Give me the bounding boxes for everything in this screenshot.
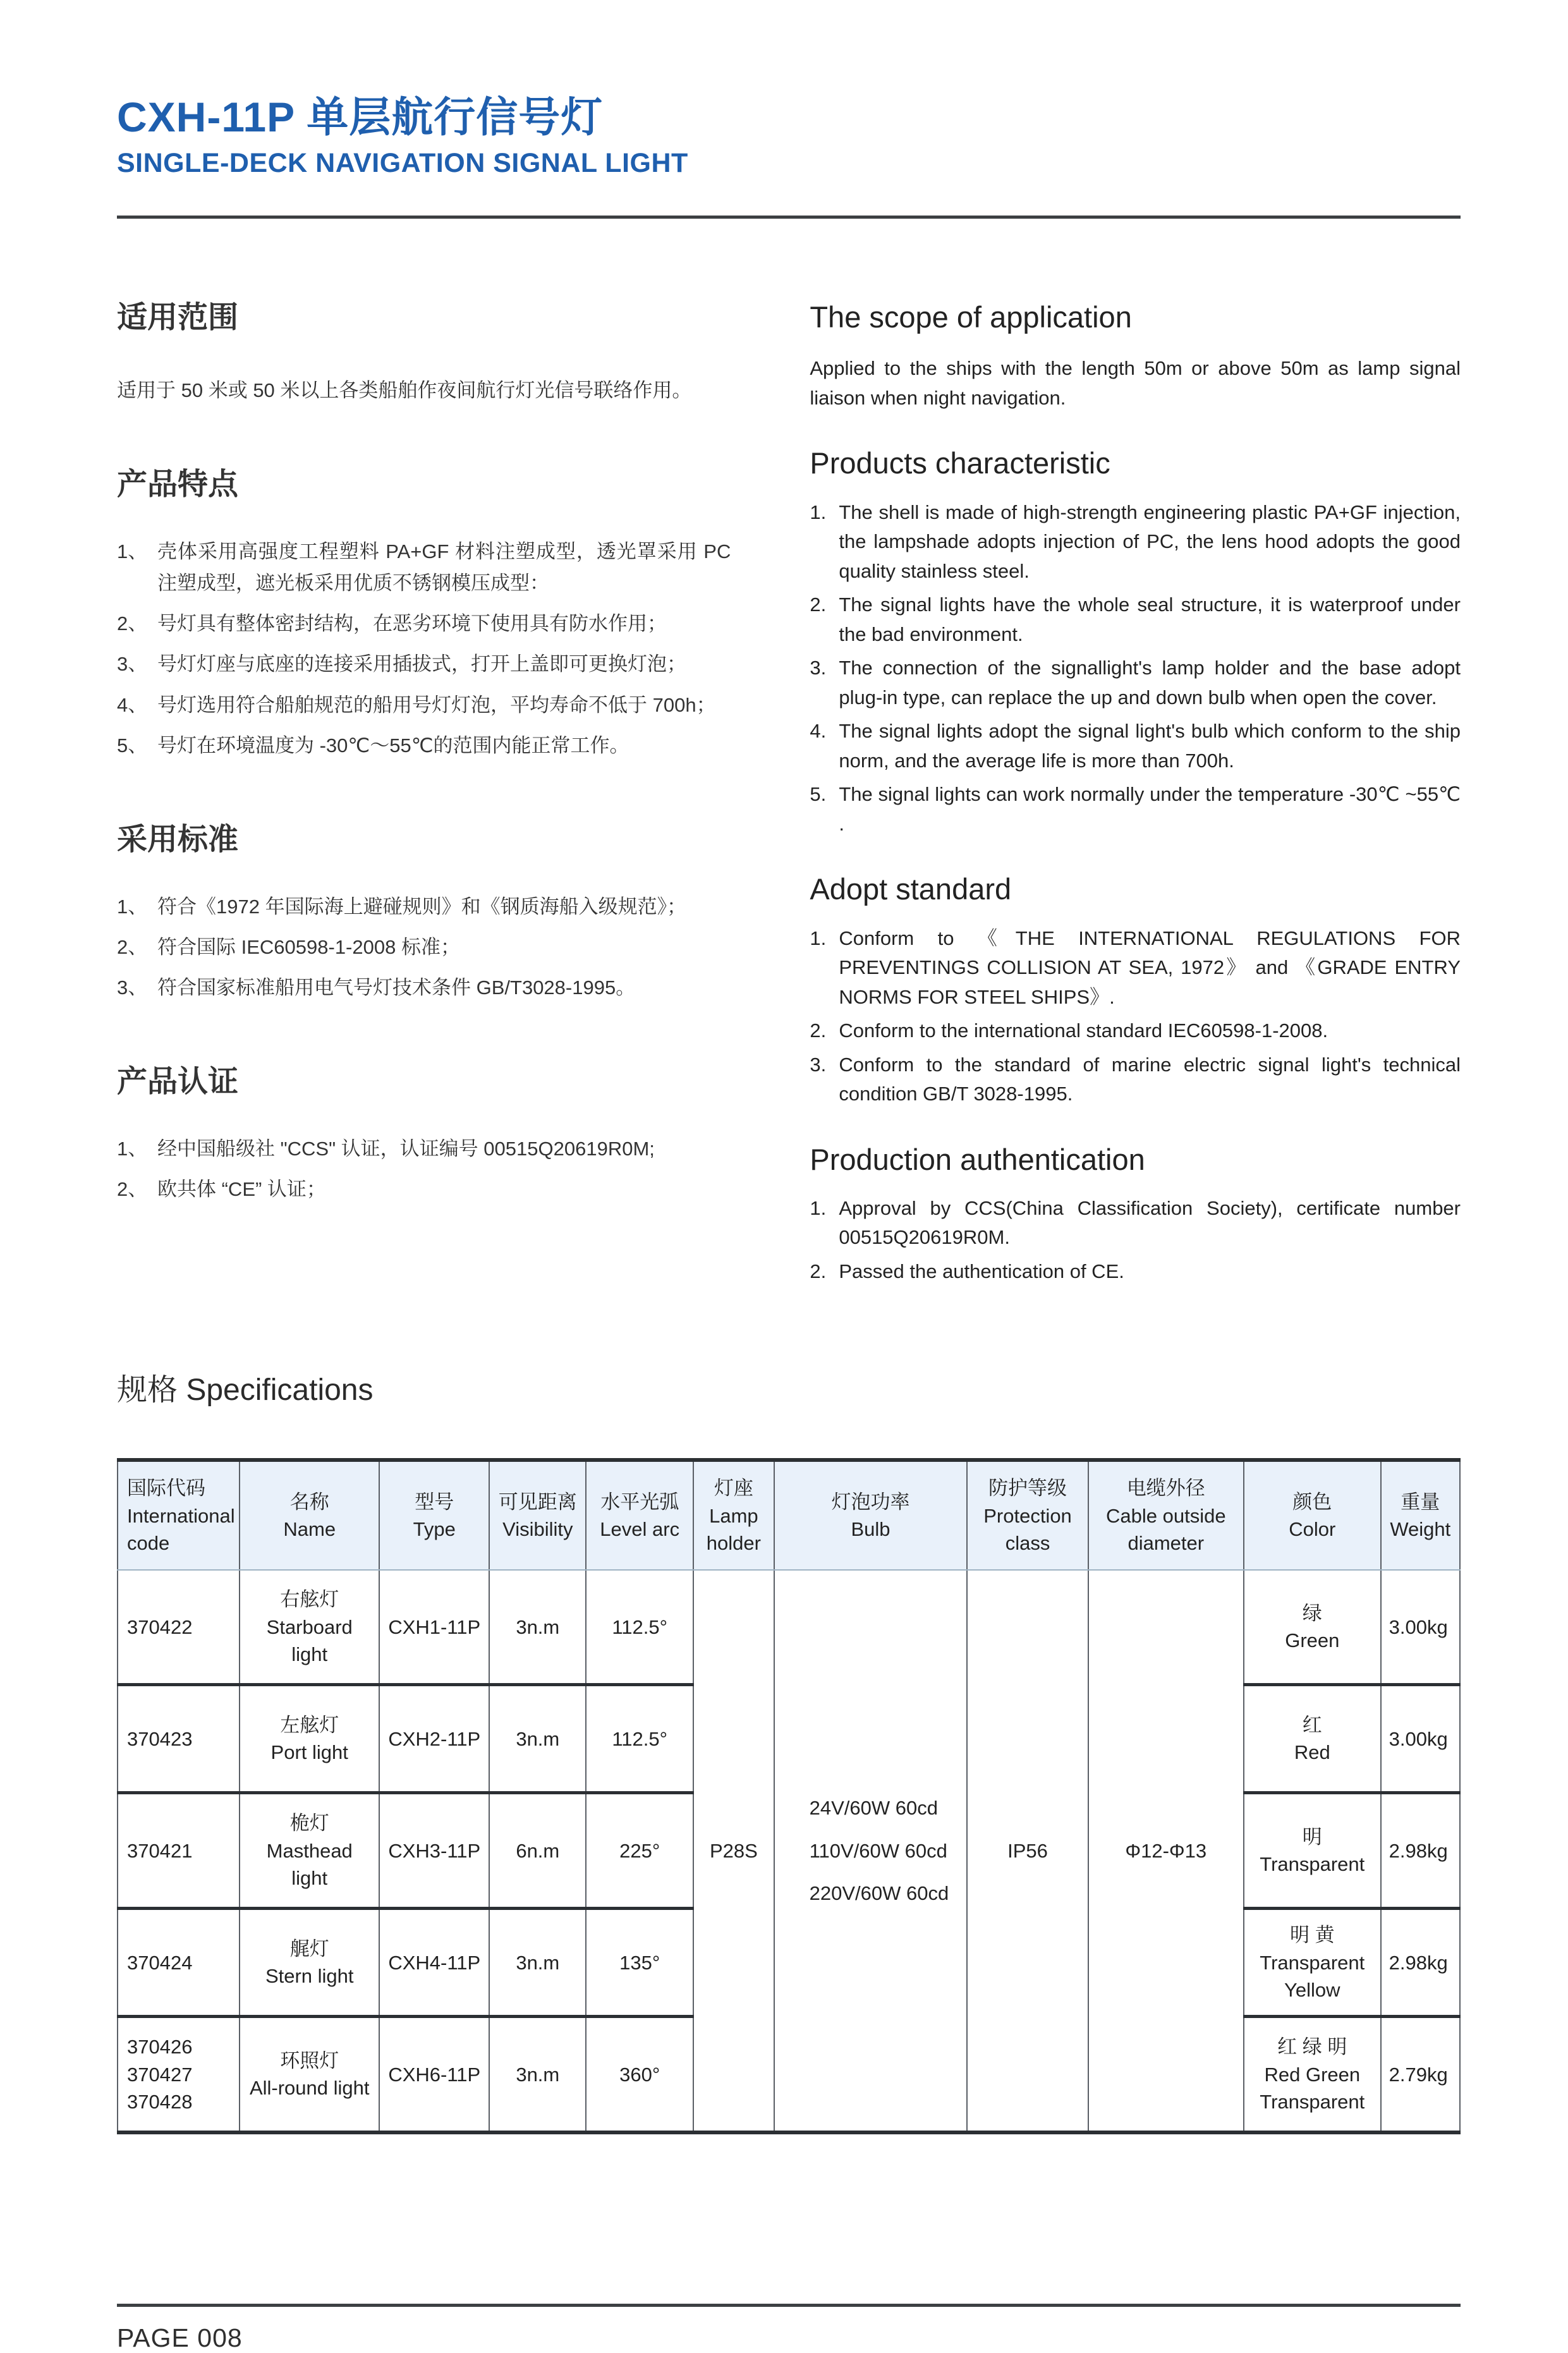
color-zh: 明 黄 <box>1289 1924 1335 1947</box>
item-text: Approval by CCS(China Classification Society), certificate number 00515Q20619R0M. <box>839 1196 1461 1249</box>
cell-visibility: 3n.m <box>489 1570 586 1685</box>
item-text: Conform to 《THE INTERNATIONAL REGULATIONS FOR PREVENTINGS COLLISION AT SEA, 1972》 and 《GRADE ENTRY NORMS FOR STEEL SHIPS》. <box>839 927 1461 1008</box>
cell-type: CXH4-11P <box>379 1909 489 2017</box>
list-item <box>810 717 1461 775</box>
col-header-visibility <box>489 1460 586 1570</box>
col-header-zh: 可见距离 <box>498 1491 577 1514</box>
list-item <box>117 608 731 640</box>
list-item <box>810 1257 1461 1287</box>
col-header-zh: 灯座 <box>714 1477 753 1500</box>
section-heading: 适用范围 <box>117 300 239 334</box>
item-text: The signal lights can work normally under the temperature -30℃ ~55℃ . <box>839 783 1461 835</box>
list-item <box>117 690 731 721</box>
name-zh: 右舷灯 <box>280 1588 339 1611</box>
cell-name <box>240 2017 379 2133</box>
col-header-zh: 型号 <box>415 1491 454 1514</box>
color-en: Green <box>1285 1629 1340 1652</box>
list-item <box>117 648 731 680</box>
cell-lamp-holder: P28S <box>693 1570 774 2132</box>
cell-type: CXH3-11P <box>379 1793 489 1909</box>
color-en: Transparent Yellow <box>1260 1951 1365 2002</box>
item-text: The connection of the signallight's lamp holder and the base adopt plug-in type, can replace the up and down bulb when open the cover. <box>839 657 1461 708</box>
page-number: PAGE 008 <box>117 2323 243 2353</box>
cell-code <box>118 1570 240 1685</box>
code-value: 370421 <box>127 1839 193 1862</box>
section-scope-en <box>810 300 1461 413</box>
item-number: 1. <box>810 927 827 949</box>
col-header-en: Name <box>283 1518 336 1541</box>
list-item <box>117 932 731 963</box>
col-header-en: Color <box>1289 1518 1336 1541</box>
cell-level-arc: 360° <box>586 2017 693 2133</box>
footer-divider <box>117 2304 1461 2307</box>
cell-weight: 2.98kg <box>1381 1793 1460 1909</box>
col-header-zh: 电缆外径 <box>1126 1477 1205 1500</box>
section-standards-zh <box>117 822 731 1004</box>
name-zh: 环照灯 <box>280 2050 339 2072</box>
color-zh: 绿 <box>1302 1602 1322 1625</box>
cell-weight: 3.00kg <box>1381 1570 1460 1685</box>
cell-visibility: 3n.m <box>489 1909 586 2017</box>
color-en: Red Green Transparent <box>1260 2063 1365 2113</box>
col-header-zh: 颜色 <box>1292 1491 1332 1514</box>
item-number: 2. <box>810 1260 827 1282</box>
cell-visibility: 3n.m <box>489 2017 586 2133</box>
list-item <box>117 536 731 599</box>
item-text: 号灯在环境温度为 -30℃～55℃的范围内能正常工作。 <box>157 734 629 757</box>
item-number: 2、 <box>117 1178 148 1201</box>
page-title-zh: CXH-11P 单层航行信号灯 <box>117 94 604 140</box>
cell-level-arc: 112.5° <box>586 1570 693 1685</box>
col-header-en: Type <box>413 1518 456 1541</box>
col-header-international-code <box>118 1460 240 1570</box>
cell-level-arc: 225° <box>586 1793 693 1909</box>
color-zh: 红 <box>1302 1714 1322 1737</box>
cell-cable-diameter: Φ12-Φ13 <box>1088 1570 1244 2132</box>
list-item <box>117 972 731 1004</box>
item-text: 经中国船级社 "CCS" 认证，认证编号 00515Q20619R0M; <box>157 1137 655 1160</box>
list-item <box>810 590 1461 649</box>
table-row <box>118 1570 1460 1685</box>
section-heading: 产品认证 <box>117 1065 239 1099</box>
item-number: 4、 <box>117 693 148 716</box>
item-text: The shell is made of high-strength engineering plastic PA+GF injection, the lampshade adopts injection of PC, the lens hood adopts the good quality stainless steel. <box>839 501 1461 582</box>
cell-name <box>240 1909 379 2017</box>
col-header-protection-class <box>967 1460 1088 1570</box>
item-text: The signal lights adopt the signal light's bulb which conform to the ship norm, and the average life is more than 700h. <box>839 720 1461 772</box>
cell-name <box>240 1685 379 1793</box>
cell-type: CXH1-11P <box>379 1570 489 1685</box>
color-zh: 红 绿 明 <box>1277 2036 1347 2058</box>
item-text: 符合国际 IEC60598-1-2008 标准； <box>157 935 460 958</box>
header-divider <box>117 216 1461 219</box>
section-heading: 产品特点 <box>117 468 239 502</box>
item-text: 欧共体 “CE” 认证； <box>157 1178 326 1201</box>
item-number: 3. <box>810 1053 827 1076</box>
list-item <box>117 730 731 762</box>
cell-level-arc: 112.5° <box>586 1685 693 1793</box>
item-text: The signal lights have the whole seal structure, it is waterproof under the bad environment. <box>839 593 1461 645</box>
code-value: 370423 <box>127 1727 193 1750</box>
col-header-type <box>379 1460 489 1570</box>
cell-bulb <box>774 1570 968 2132</box>
specifications-heading: 规格 Specifications <box>117 1373 374 1408</box>
cell-level-arc: 135° <box>586 1909 693 2017</box>
cell-color <box>1244 1570 1381 1685</box>
list-item <box>810 1194 1461 1253</box>
color-en: Red <box>1294 1741 1330 1764</box>
bulb-line: 110V/60W 60cd <box>809 1839 947 1862</box>
item-number: 4. <box>810 720 827 743</box>
col-header-zh: 水平光弧 <box>600 1491 679 1514</box>
cell-color <box>1244 1685 1381 1793</box>
col-header-en: Level arc <box>600 1518 680 1541</box>
item-text: Passed the authentication of CE. <box>839 1260 1124 1282</box>
item-number: 2. <box>810 593 827 616</box>
col-header-en: Lamp holder <box>706 1504 761 1555</box>
section-standards-en <box>810 872 1461 1109</box>
name-en: Starboard light <box>266 1615 353 1666</box>
col-header-weight <box>1381 1460 1460 1570</box>
cell-weight: 2.79kg <box>1381 2017 1460 2133</box>
item-number: 3. <box>810 657 827 679</box>
item-number: 1. <box>810 1196 827 1219</box>
feature-list-zh <box>117 536 731 762</box>
bulb-line: 24V/60W 60cd <box>809 1797 938 1820</box>
item-number: 5、 <box>117 734 148 757</box>
item-text: 号灯选用符合船舶规范的船用号灯灯泡，平均寿命不低于 700h； <box>157 693 716 716</box>
col-header-en: Cable outside diameter <box>1105 1504 1226 1555</box>
name-en: Stern light <box>265 1965 354 1988</box>
standards-list-en <box>810 924 1461 1109</box>
list-item <box>117 891 731 923</box>
item-number: 2、 <box>117 935 148 958</box>
list-item <box>810 1050 1461 1109</box>
code-value: 370427 <box>127 2063 193 2086</box>
item-number: 1、 <box>117 1137 148 1160</box>
item-number: 5. <box>810 783 827 806</box>
col-header-color <box>1244 1460 1381 1570</box>
cell-weight: 3.00kg <box>1381 1685 1460 1793</box>
name-en: Port light <box>270 1741 348 1764</box>
bulb-line: 220V/60W 60cd <box>809 1882 949 1905</box>
cell-name <box>240 1570 379 1685</box>
column-chinese <box>117 300 731 1205</box>
section-heading: 采用标准 <box>117 822 239 856</box>
section-features-zh <box>117 466 731 762</box>
col-header-lamp-holder <box>693 1460 774 1570</box>
list-item <box>117 1174 731 1205</box>
code-value: 370428 <box>127 2091 193 2113</box>
section-heading: Adopt standard <box>810 872 1012 906</box>
cell-visibility: 6n.m <box>489 1793 586 1909</box>
cell-name <box>240 1793 379 1909</box>
cell-color <box>1244 1909 1381 2017</box>
col-header-en: International code <box>127 1504 235 1555</box>
cell-code <box>118 1909 240 2017</box>
item-text: Conform to the standard of marine electric signal light's technical condition GB/T 3028-1995. <box>839 1053 1461 1105</box>
item-number: 1. <box>810 501 827 523</box>
col-header-zh: 重量 <box>1401 1491 1440 1514</box>
list-item <box>810 924 1461 1012</box>
item-text: 符合国家标准船用电气号灯技术条件 GB/T3028-1995。 <box>157 976 636 999</box>
item-number: 1、 <box>117 540 148 562</box>
section-body: 适用于 50 米或 50 米以上各类船舶作夜间航行灯光信号联络作用。 <box>117 379 692 402</box>
item-number: 3、 <box>117 976 148 999</box>
list-item <box>117 1133 731 1165</box>
name-zh: 艉灯 <box>289 1938 329 1961</box>
cell-color <box>1244 1793 1381 1909</box>
cell-code <box>118 2017 240 2133</box>
cell-type: CXH6-11P <box>379 2017 489 2133</box>
item-text: 符合《1972 年国际海上避碰规则》和《钢质海船入级规范》； <box>157 895 687 918</box>
col-header-en: Bulb <box>851 1518 890 1541</box>
item-text: Conform to the international standard IEC60598-1-2008. <box>839 1019 1328 1042</box>
cell-color <box>1244 2017 1381 2133</box>
col-header-bulb <box>774 1460 968 1570</box>
col-header-zh: 名称 <box>289 1491 329 1514</box>
column-english <box>810 300 1461 1287</box>
list-item <box>810 654 1461 712</box>
certification-list-zh <box>117 1133 731 1205</box>
section-heading: The scope of application <box>810 300 1132 334</box>
item-text: 壳体采用高强度工程塑料 PA+GF 材料注塑成型，透光罩采用 PC 注塑成型，遮光板采用优质不锈钢模压成型： <box>157 540 731 594</box>
col-header-cable-diameter <box>1088 1460 1244 1570</box>
list-item <box>810 498 1461 587</box>
cell-code <box>118 1685 240 1793</box>
section-body: Applied to the ships with the length 50m or above 50m as lamp signal liaison when night navigation. <box>810 357 1461 409</box>
code-value: 370426 <box>127 2036 193 2058</box>
section-scope-zh <box>117 300 731 406</box>
item-number: 1、 <box>117 895 148 918</box>
section-features-en <box>810 446 1461 839</box>
color-zh: 明 <box>1302 1826 1322 1849</box>
col-header-en: Weight <box>1390 1518 1451 1541</box>
item-number: 2. <box>810 1019 827 1042</box>
cell-weight: 2.98kg <box>1381 1909 1460 2017</box>
item-text: 号灯具有整体密封结构，在恶劣环境下使用具有防水作用； <box>157 612 667 635</box>
standards-list-zh <box>117 891 731 1004</box>
col-header-zh: 灯泡功率 <box>831 1491 910 1514</box>
item-text: 号灯灯座与底座的连接采用插拔式，打开上盖即可更换灯泡； <box>157 653 686 676</box>
name-en: Masthead light <box>266 1839 353 1890</box>
specifications-table <box>117 1458 1461 2134</box>
cell-protection-class: IP56 <box>967 1570 1088 2132</box>
content-columns <box>117 300 1461 1287</box>
code-value: 370424 <box>127 1951 193 1974</box>
cell-visibility: 3n.m <box>489 1685 586 1793</box>
color-en: Transparent <box>1260 1853 1365 1876</box>
name-en: All-round light <box>249 2077 370 2100</box>
page-title-en: SINGLE-DECK NAVIGATION SIGNAL LIGHT <box>117 147 688 178</box>
col-header-zh: 国际代码 <box>127 1477 205 1500</box>
section-certification-zh <box>117 1064 731 1205</box>
authentication-list-en <box>810 1194 1461 1287</box>
feature-list-en <box>810 498 1461 839</box>
item-number: 3、 <box>117 653 148 676</box>
section-heading: Products characteristic <box>810 446 1110 480</box>
section-authentication-en <box>810 1142 1461 1287</box>
cell-code <box>118 1793 240 1909</box>
list-item <box>810 780 1461 839</box>
col-header-en: Visibility <box>502 1518 573 1541</box>
cell-type: CXH2-11P <box>379 1685 489 1793</box>
name-zh: 左舷灯 <box>280 1714 339 1737</box>
item-number: 2、 <box>117 612 148 635</box>
page-header <box>117 94 1461 219</box>
col-header-name <box>240 1460 379 1570</box>
col-header-en: Protection class <box>983 1504 1072 1555</box>
section-heading: Production authentication <box>810 1142 1145 1176</box>
col-header-level-arc <box>586 1460 693 1570</box>
code-value: 370422 <box>127 1615 193 1638</box>
name-zh: 桅灯 <box>289 1812 329 1835</box>
list-item <box>810 1016 1461 1046</box>
table-header-row <box>118 1460 1460 1570</box>
col-header-zh: 防护等级 <box>988 1477 1067 1500</box>
